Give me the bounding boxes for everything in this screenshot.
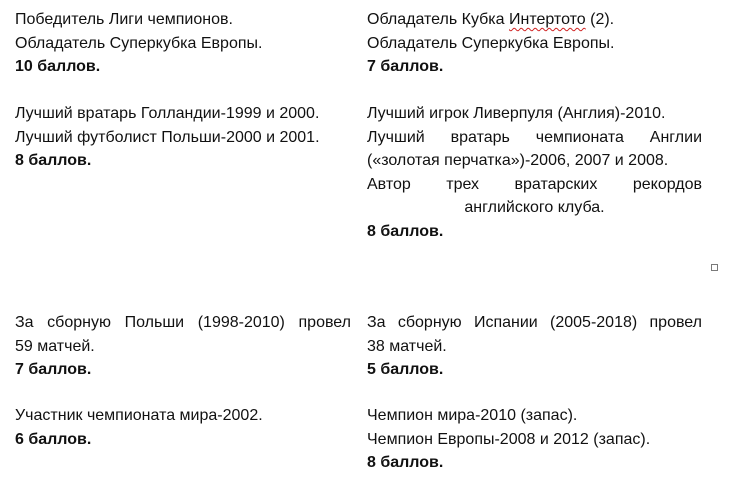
right-b1-score: 7 баллов. — [367, 58, 444, 75]
left-b3-line-1: За сборную Польши (1998-2010) провел — [15, 314, 351, 331]
left-block-2 — [15, 102, 351, 173]
right-b2-line-1: Лучший игрок Ливерпуля (Англия)-2010. — [367, 105, 666, 122]
right-b3-line-1: За сборную Испании (2005-2018) провел — [367, 314, 702, 331]
right-b2-line-5: английского клуба. — [464, 199, 605, 216]
right-b1-line-2: Обладатель Суперкубка Европы. — [367, 34, 615, 52]
left-b2-score: 8 баллов. — [15, 152, 92, 169]
left-b1-score: 10 баллов. — [15, 58, 101, 75]
left-b1-line-1: Победитель Лиги чемпионов. — [15, 11, 233, 28]
left-block-1 — [15, 8, 351, 79]
spellcheck-marked-word: Интертото — [509, 11, 586, 28]
right-block-4 — [367, 404, 702, 475]
table-resize-handle[interactable] — [711, 264, 718, 271]
right-block-2 — [367, 102, 702, 243]
right-b3-score: 5 баллов. — [367, 361, 444, 378]
left-b4-line-1: Участник чемпионата мира-2002. — [15, 407, 263, 424]
right-block-1 — [367, 8, 702, 79]
left-b1-line-2: Обладатель Суперкубка Европы. — [15, 34, 263, 52]
right-b3-line-2: 38 матчей. — [367, 337, 447, 355]
left-b3-score: 7 баллов. — [15, 361, 92, 378]
right-b2-line-2: Лучший вратарь чемпионата Англии — [367, 128, 702, 146]
right-b2-score: 8 баллов. — [367, 222, 444, 240]
right-b1-line-1 — [367, 8, 702, 32]
right-b4-score: 8 баллов. — [367, 454, 444, 471]
right-b4-line-1: Чемпион мира-2010 (запас). — [367, 407, 578, 424]
right-block-3 — [367, 311, 702, 382]
right-b2-line-3: («золотая перчатка»)-2006, 2007 и 2008. — [367, 152, 669, 169]
left-b4-score: 6 баллов. — [15, 430, 92, 448]
left-b2-line-1: Лучший вратарь Голландии-1999 и 2000. — [15, 105, 320, 122]
left-block-4 — [15, 404, 351, 451]
left-block-3 — [15, 311, 351, 382]
right-b2-line-4: Автор трех вратарских рекордов — [367, 175, 702, 193]
right-b4-line-2: Чемпион Европы-2008 и 2012 (запас). — [367, 430, 651, 448]
left-b2-line-2: Лучший футболист Польши-2000 и 2001. — [15, 128, 320, 146]
right-b1-line-1-pre: Обладатель Кубка — [367, 11, 509, 28]
right-b1-line-1-post: (2). — [585, 11, 615, 28]
left-b3-line-2: 59 матчей. — [15, 337, 95, 355]
